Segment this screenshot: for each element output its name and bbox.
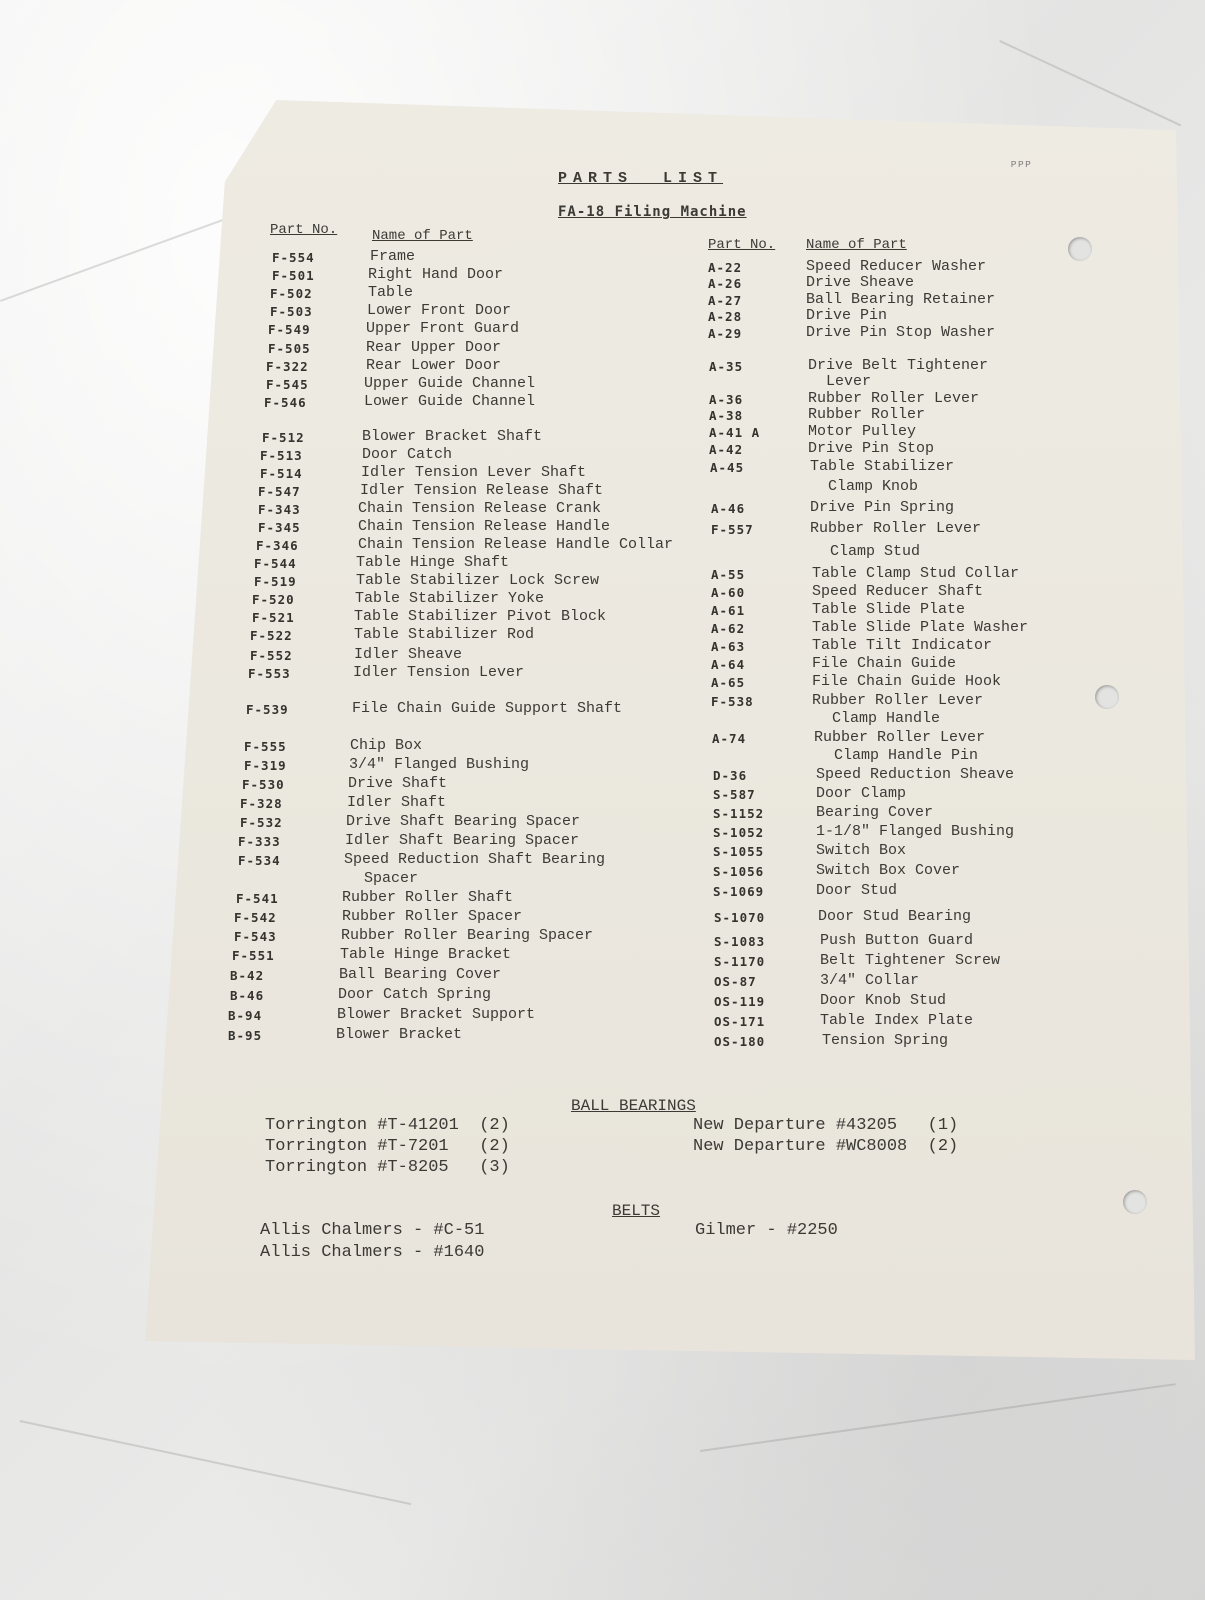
part-name: Bearing Cover	[816, 804, 934, 821]
part-number: F-534	[238, 853, 281, 868]
part-number: F-328	[240, 796, 283, 811]
part-name: Door Catch	[362, 446, 453, 463]
part-number: F-546	[264, 395, 307, 410]
part-name: Door Knob Stud	[820, 992, 947, 1009]
part-name: Right Hand Door	[368, 266, 504, 283]
part-number: S-1052	[713, 825, 765, 840]
part-number: A-74	[712, 731, 747, 746]
part-name: Drive Pin	[806, 307, 888, 324]
part-name: Drive Pin Stop Washer	[806, 324, 996, 341]
part-name: Ball Bearing Cover	[339, 966, 502, 983]
part-number: A-29	[708, 326, 743, 341]
part-name: Idler Tension Release Shaft	[360, 482, 604, 499]
part-name: Blower Bracket Support	[337, 1006, 536, 1023]
punch-hole	[1068, 237, 1092, 261]
part-name: Table Index Plate	[820, 1012, 974, 1029]
part-name: Table	[368, 284, 414, 301]
part-name: Push Button Guard	[820, 932, 974, 949]
part-name: Rear Lower Door	[366, 357, 502, 374]
belt-line: Allis Chalmers - #1640	[260, 1243, 485, 1262]
part-number: F-551	[232, 948, 275, 963]
part-name: Door Stud Bearing	[818, 908, 972, 925]
part-number: A-60	[711, 585, 746, 600]
part-number: S-1055	[713, 844, 765, 859]
part-name: Rear Upper Door	[366, 339, 502, 356]
part-number: D-36	[713, 768, 748, 783]
part-number: S-1070	[714, 910, 766, 925]
ball-bearings-title: BALL BEARINGS	[571, 1097, 696, 1115]
part-name: Rubber Roller Spacer	[342, 908, 523, 925]
part-name: Upper Guide Channel	[364, 375, 536, 392]
part-number: A-65	[711, 675, 746, 690]
part-name: Table Stabilizer Lock Screw	[356, 572, 600, 589]
part-number: F-553	[248, 666, 291, 681]
part-name: Rubber Roller Lever	[814, 729, 986, 746]
part-name: Idler Shaft Bearing Spacer	[345, 832, 580, 849]
part-name: 1-1/8" Flanged Bushing	[816, 823, 1015, 840]
part-name: Table Tilt Indicator	[812, 637, 993, 654]
part-number: F-557	[711, 522, 754, 537]
belt-line: Allis Chalmers - #C-51	[260, 1221, 485, 1240]
part-name: Drive Belt Tightener	[808, 357, 989, 374]
belts-title: BELTS	[612, 1202, 661, 1220]
part-name: Door Stud	[816, 882, 898, 899]
part-name: Clamp Handle	[832, 710, 941, 727]
part-name: Motor Pulley	[808, 423, 917, 440]
part-name: 3/4" Flanged Bushing	[349, 756, 530, 773]
part-number: S-587	[713, 787, 756, 802]
part-name: Chain Tension Release Handle Collar	[358, 536, 674, 553]
part-name: Blower Bracket	[336, 1026, 463, 1043]
part-number: A-28	[708, 309, 743, 324]
left-header-part-no: Part No.	[270, 222, 338, 238]
part-name: Drive Sheave	[806, 274, 915, 291]
part-name: Rubber Roller Lever	[812, 692, 984, 709]
part-name: Speed Reduction Shaft Bearing	[344, 851, 606, 868]
part-number: A-63	[711, 639, 746, 654]
part-number: A-27	[708, 293, 743, 308]
part-number: F-542	[234, 910, 277, 925]
part-number: F-554	[272, 250, 315, 265]
part-name: Switch Box Cover	[816, 862, 961, 879]
part-name: Rubber Roller	[808, 406, 926, 423]
part-name: Table Clamp Stud Collar	[812, 565, 1020, 582]
part-number: A-36	[709, 392, 744, 407]
part-number: F-503	[270, 304, 313, 319]
part-name: File Chain Guide Support Shaft	[352, 700, 623, 717]
part-name: Table Slide Plate	[812, 601, 966, 618]
part-number: A-22	[708, 260, 743, 275]
part-number: S-1152	[713, 806, 765, 821]
marble-vein	[700, 1383, 1176, 1452]
part-name: Table Stabilizer	[810, 458, 955, 475]
part-name: Rubber Roller Lever	[808, 390, 980, 407]
part-name: Belt Tightener Screw	[820, 952, 1001, 969]
part-number: F-514	[260, 466, 303, 481]
document-subtitle: FA-18 Filing Machine	[558, 204, 747, 220]
part-number: B-95	[228, 1028, 263, 1043]
part-name: Chain Tension Release Handle	[358, 518, 611, 535]
part-number: A-38	[709, 408, 744, 423]
part-name: Clamp Knob	[828, 478, 919, 495]
part-number: F-520	[252, 592, 295, 607]
part-name: Clamp Stud	[830, 543, 921, 560]
document-title: PARTS LIST	[558, 170, 724, 187]
part-number: OS-171	[714, 1014, 766, 1029]
part-number: S-1170	[714, 954, 766, 969]
part-name: Lower Front Door	[367, 302, 512, 319]
part-number: F-513	[260, 448, 303, 463]
part-number: S-1069	[713, 884, 765, 899]
left-header-part-name: Name of Part	[372, 228, 473, 244]
part-number: A-42	[709, 442, 744, 457]
part-number: F-505	[268, 341, 311, 356]
part-name: Table Stabilizer Pivot Block	[354, 608, 607, 625]
part-number: F-532	[240, 815, 283, 830]
part-number: B-42	[230, 968, 265, 983]
part-name: Drive Pin Stop	[808, 440, 935, 457]
corner-mark: ᴾᴾᴾ	[1010, 160, 1032, 174]
part-name: Drive Shaft	[348, 775, 448, 792]
part-name: Idler Tension Lever	[353, 664, 525, 681]
part-name: Lower Guide Channel	[364, 393, 536, 410]
part-number: B-46	[230, 988, 265, 1003]
part-name: Rubber Roller Bearing Spacer	[341, 927, 594, 944]
part-number: A-41 A	[709, 425, 761, 440]
part-name: Lever	[826, 373, 872, 390]
part-number: A-35	[709, 359, 744, 374]
part-number: A-64	[711, 657, 746, 672]
part-number: OS-87	[714, 974, 757, 989]
ball-bearing-line: Torrington #T-8205 (3)	[265, 1158, 510, 1177]
part-name: 3/4" Collar	[820, 972, 920, 989]
part-name: Drive Shaft Bearing Spacer	[346, 813, 581, 830]
part-name: File Chain Guide	[812, 655, 957, 672]
part-name: Table Hinge Bracket	[340, 946, 512, 963]
part-name: Idler Tension Lever Shaft	[361, 464, 587, 481]
part-number: F-343	[258, 502, 301, 517]
part-number: F-538	[711, 694, 754, 709]
part-number: F-519	[254, 574, 297, 589]
belt-line: Gilmer - #2250	[695, 1221, 838, 1240]
part-number: S-1083	[714, 934, 766, 949]
part-number: A-62	[711, 621, 746, 636]
part-number: F-333	[238, 834, 281, 849]
marble-vein	[20, 1420, 412, 1505]
part-name: Frame	[370, 248, 416, 265]
part-number: S-1056	[713, 864, 765, 879]
ball-bearing-line: New Departure #WC8008 (2)	[693, 1137, 959, 1156]
marble-vein	[0, 211, 245, 302]
part-name: Idler Shaft	[347, 794, 447, 811]
ball-bearing-line: Torrington #T-7201 (2)	[265, 1137, 510, 1156]
part-name: Chip Box	[350, 737, 423, 754]
part-number: A-45	[710, 460, 745, 475]
part-number: F-549	[268, 322, 311, 337]
part-number: F-555	[244, 739, 287, 754]
part-number: F-512	[262, 430, 305, 445]
part-number: A-46	[711, 501, 746, 516]
part-name: Table Stabilizer Yoke	[355, 590, 545, 607]
part-number: F-521	[252, 610, 295, 625]
part-name: Tension Spring	[822, 1032, 949, 1049]
part-name: Upper Front Guard	[366, 320, 520, 337]
part-number: F-346	[256, 538, 299, 553]
part-name: Chain Tension Release Crank	[358, 500, 602, 517]
part-name: Speed Reducer Shaft	[812, 583, 984, 600]
part-number: F-502	[270, 286, 313, 301]
part-number: F-552	[250, 648, 293, 663]
part-name: Table Hinge Shaft	[356, 554, 510, 571]
part-name: Speed Reduction Sheave	[816, 766, 1015, 783]
part-number: F-547	[258, 484, 301, 499]
part-number: OS-119	[714, 994, 766, 1009]
part-name: Ball Bearing Retainer	[806, 291, 996, 308]
part-number: F-541	[236, 891, 279, 906]
right-header-part-no: Part No.	[708, 237, 776, 253]
punch-hole	[1095, 685, 1119, 709]
punch-hole	[1123, 1190, 1147, 1214]
part-number: F-501	[272, 268, 315, 283]
part-number: F-539	[246, 702, 289, 717]
part-name: Spacer	[364, 870, 419, 887]
part-number: A-26	[708, 276, 743, 291]
part-name: Table Slide Plate Washer	[812, 619, 1029, 636]
part-number: F-530	[242, 777, 285, 792]
part-number: F-545	[266, 377, 309, 392]
part-number: OS-180	[714, 1034, 766, 1049]
ball-bearing-line: New Departure #43205 (1)	[693, 1116, 959, 1135]
part-name: Door Clamp	[816, 785, 907, 802]
part-number: F-322	[266, 359, 309, 374]
part-name: Table Stabilizer Rod	[354, 626, 535, 643]
marble-vein	[999, 40, 1181, 126]
part-name: Drive Pin Spring	[810, 499, 955, 516]
part-name: Door Catch Spring	[338, 986, 492, 1003]
part-name: Switch Box	[816, 842, 907, 859]
part-name: File Chain Guide Hook	[812, 673, 1002, 690]
part-number: F-319	[244, 758, 287, 773]
part-number: F-345	[258, 520, 301, 535]
part-number: F-543	[234, 929, 277, 944]
right-header-part-name: Name of Part	[806, 237, 907, 253]
part-name: Rubber Roller Lever	[810, 520, 982, 537]
part-name: Clamp Handle Pin	[834, 747, 979, 764]
ball-bearing-line: Torrington #T-41201 (2)	[265, 1116, 510, 1135]
part-name: Rubber Roller Shaft	[342, 889, 514, 906]
part-number: A-61	[711, 603, 746, 618]
part-name: Blower Bracket Shaft	[362, 428, 543, 445]
part-number: B-94	[228, 1008, 263, 1023]
part-name: Idler Sheave	[354, 646, 463, 663]
part-number: F-522	[250, 628, 293, 643]
part-name: Speed Reducer Washer	[806, 258, 987, 275]
part-number: A-55	[711, 567, 746, 582]
part-number: F-544	[254, 556, 297, 571]
